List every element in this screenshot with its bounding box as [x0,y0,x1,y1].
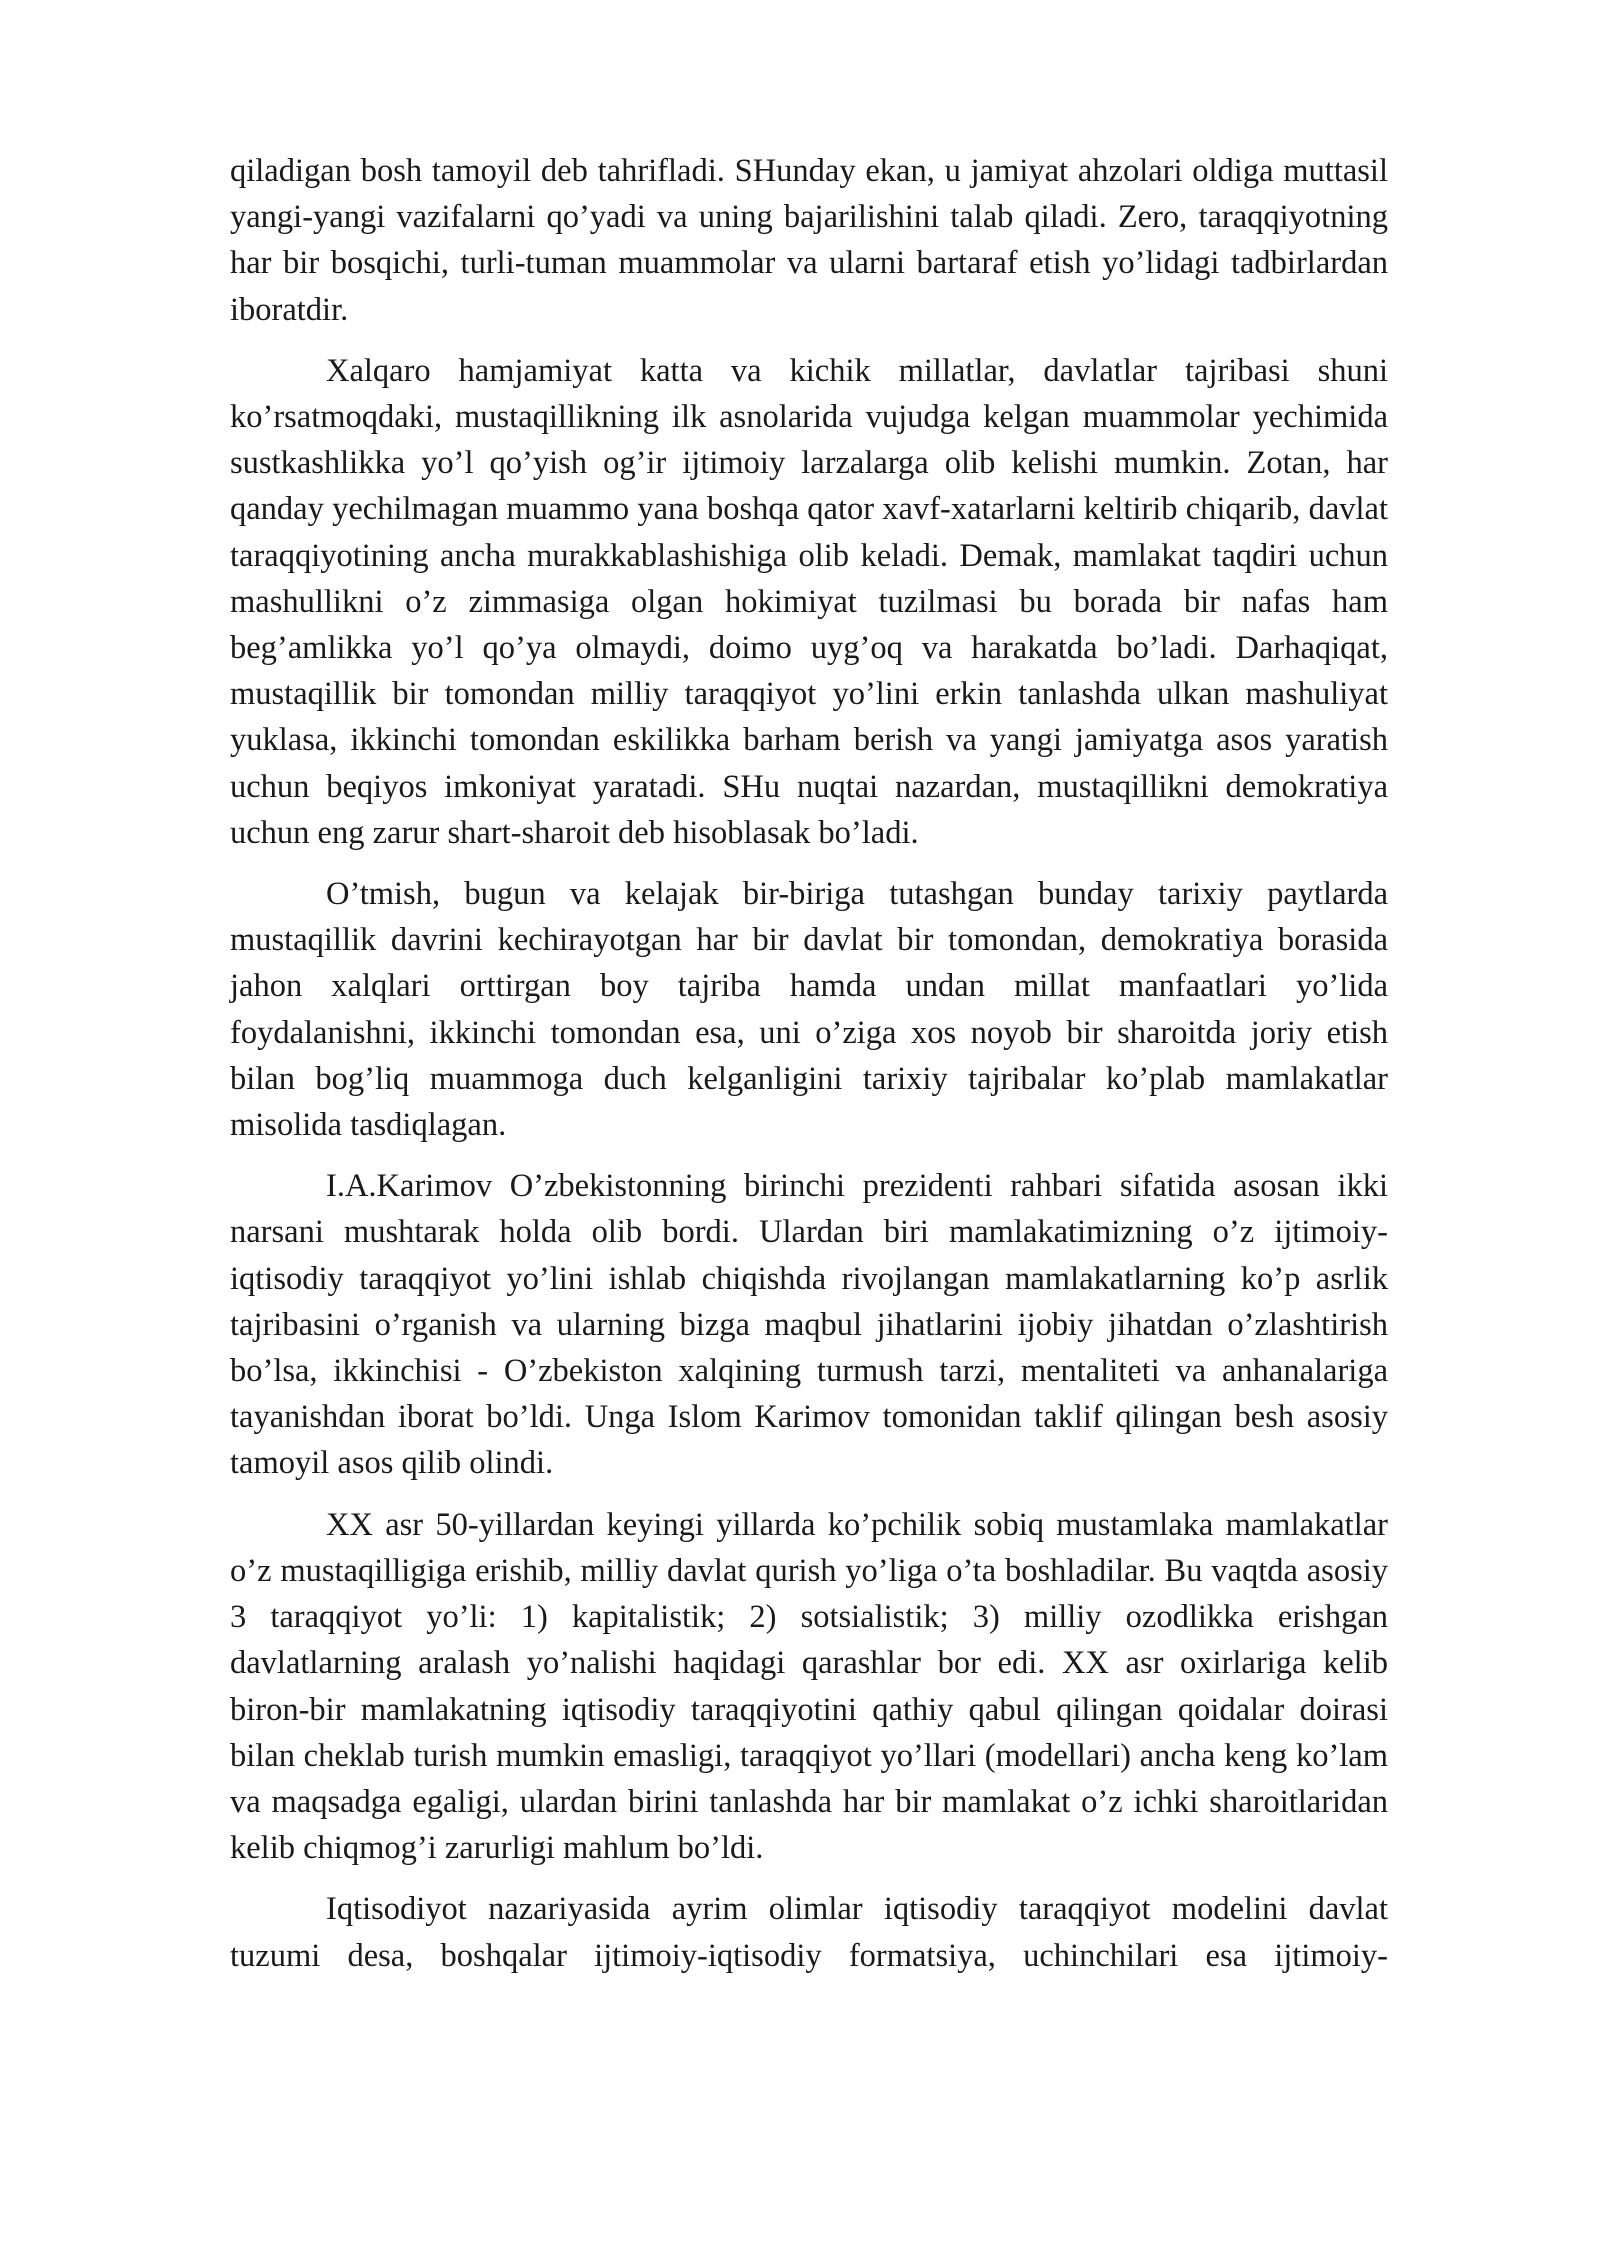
paragraph-2: Xalqaro hamjamiyat katta va kichik millatlar, davlatlar tajribasi shuni ko’rsatmoqdaki, mustaqillikning ilk asnolarida vujudga kelgan muammolar yechimida sustkashlikka yo’l qo’yish og’ir ijtimoiy larzalarga olib kelishi mumkin. Zotan, har qanday yechilmagan muammo yana boshqa qator xavf-xatarlarni keltirib chiqarib, davlat taraqqiyotining ancha murakkablashishiga olib keladi. Demak, mamlakat taqdiri uchun mashullikni o’z zimmasiga olgan hokimiyat tuzilmasi bu borada bir nafas ham beg’amlikka yo’l qo’ya olmaydi, doimo uyg’oq va harakatda bo’ladi. Darhaqiqat, mustaqillik bir tomondan milliy taraqqiyot yo’lini erkin tanlashda ulkan mashuliyat yuklasa, ikkinchi tomondan eskilikka barham berish va yangi jamiyatga asos yaratish uchun beqiyos imkoniyat yaratadi. SHu nuqtai nazardan, mustaqillikni demokratiya uchun eng zarur shart-sharoit deb hisoblasak bo’ladi. [230,352,1388,851]
paragraph-6: Iqtisodiyot nazariyasida ayrim olimlar iqtisodiy taraqqiyot modelini davlat tuzumi desa, boshqalar ijtimoiy-iqtisodiy formatsiya, uchinchilari esa ijtimoiy- [230,1891,1388,1974]
document-page [230,148,1388,1979]
paragraph-1: qiladigan bosh tamoyil deb tahrifladi. SHunday ekan, u jamiyat ahzolari oldiga muttasil yangi-yangi vazifalarni qo’yadi va uning bajarilishini talab qiladi. Zero, taraqqiyotning har bir bosqichi, turli-tuman muammolar va ularni bartaraf etish yo’lidagi tadbirlardan iboratdir. [230,153,1388,328]
paragraph-3: O’tmish, bugun va kelajak bir-biriga tutashgan bunday tarixiy paytlarda mustaqillik davrini kechirayotgan har bir davlat bir tomondan, demokratiya borasida jahon xalqlari orttirgan boy tajriba hamda undan millat manfaatlari yo’lida foydalanishni, ikkinchi tomondan esa, uni o’ziga xos noyob bir sharoitda joriy etish bilan bog’liq muammoga duch kelganligini tarixiy tajribalar ko’plab mamlakatlar misolida tasdiqlagan. [230,876,1388,1144]
paragraph-5: XX asr 50-yillardan keyingi yillarda ko’pchilik sobiq mustamlaka mamlakatlar o’z mustaqilligiga erishib, milliy davlat qurish yo’liga o’ta boshladilar. Bu vaqtda asosiy 3 taraqqiyot yo’li: 1) kapitalistik; 2) sotsialistik; 3) milliy ozodlikka erishgan davlatlarning aralash yo’nalishi haqidagi qarashlar bor edi. XX asr oxirlariga kelib biron-bir mamlakatning iqtisodiy taraqqiyotini qathiy qabul qilingan qoidalar doirasi bilan cheklab turish mumkin emasligi, taraqqiyot yo’llari (modellari) ancha keng ko’lam va maqsadga egaligi, ulardan birini tanlashda har bir mamlakat o’z ichki sharoitlaridan kelib chiqmog’i zarurligi mahlum bo’ldi. [230,1506,1388,1867]
paragraph-4: I.A.Karimov O’zbekistonning birinchi prezidenti rahbari sifatida asosan ikki narsani mushtarak holda olib bordi. Ulardan biri mamlakatimizning o’z ijtimoiy-iqtisodiy taraqqiyot yo’lini ishlab chiqishda rivojlangan mamlakatlarning ko’p asrlik tajribasini o’rganish va ularning bizga maqbul jihatlarini ijobiy jihatdan o’zlashtirish bo’lsa, ikkinchisi - O’zbekiston xalqining turmush tarzi, mentaliteti va anhanalariga tayanishdan iborat bo’ldi. Unga Islom Karimov tomonidan taklif qilingan besh asosiy tamoyil asos qilib olindi. [230,1168,1388,1482]
